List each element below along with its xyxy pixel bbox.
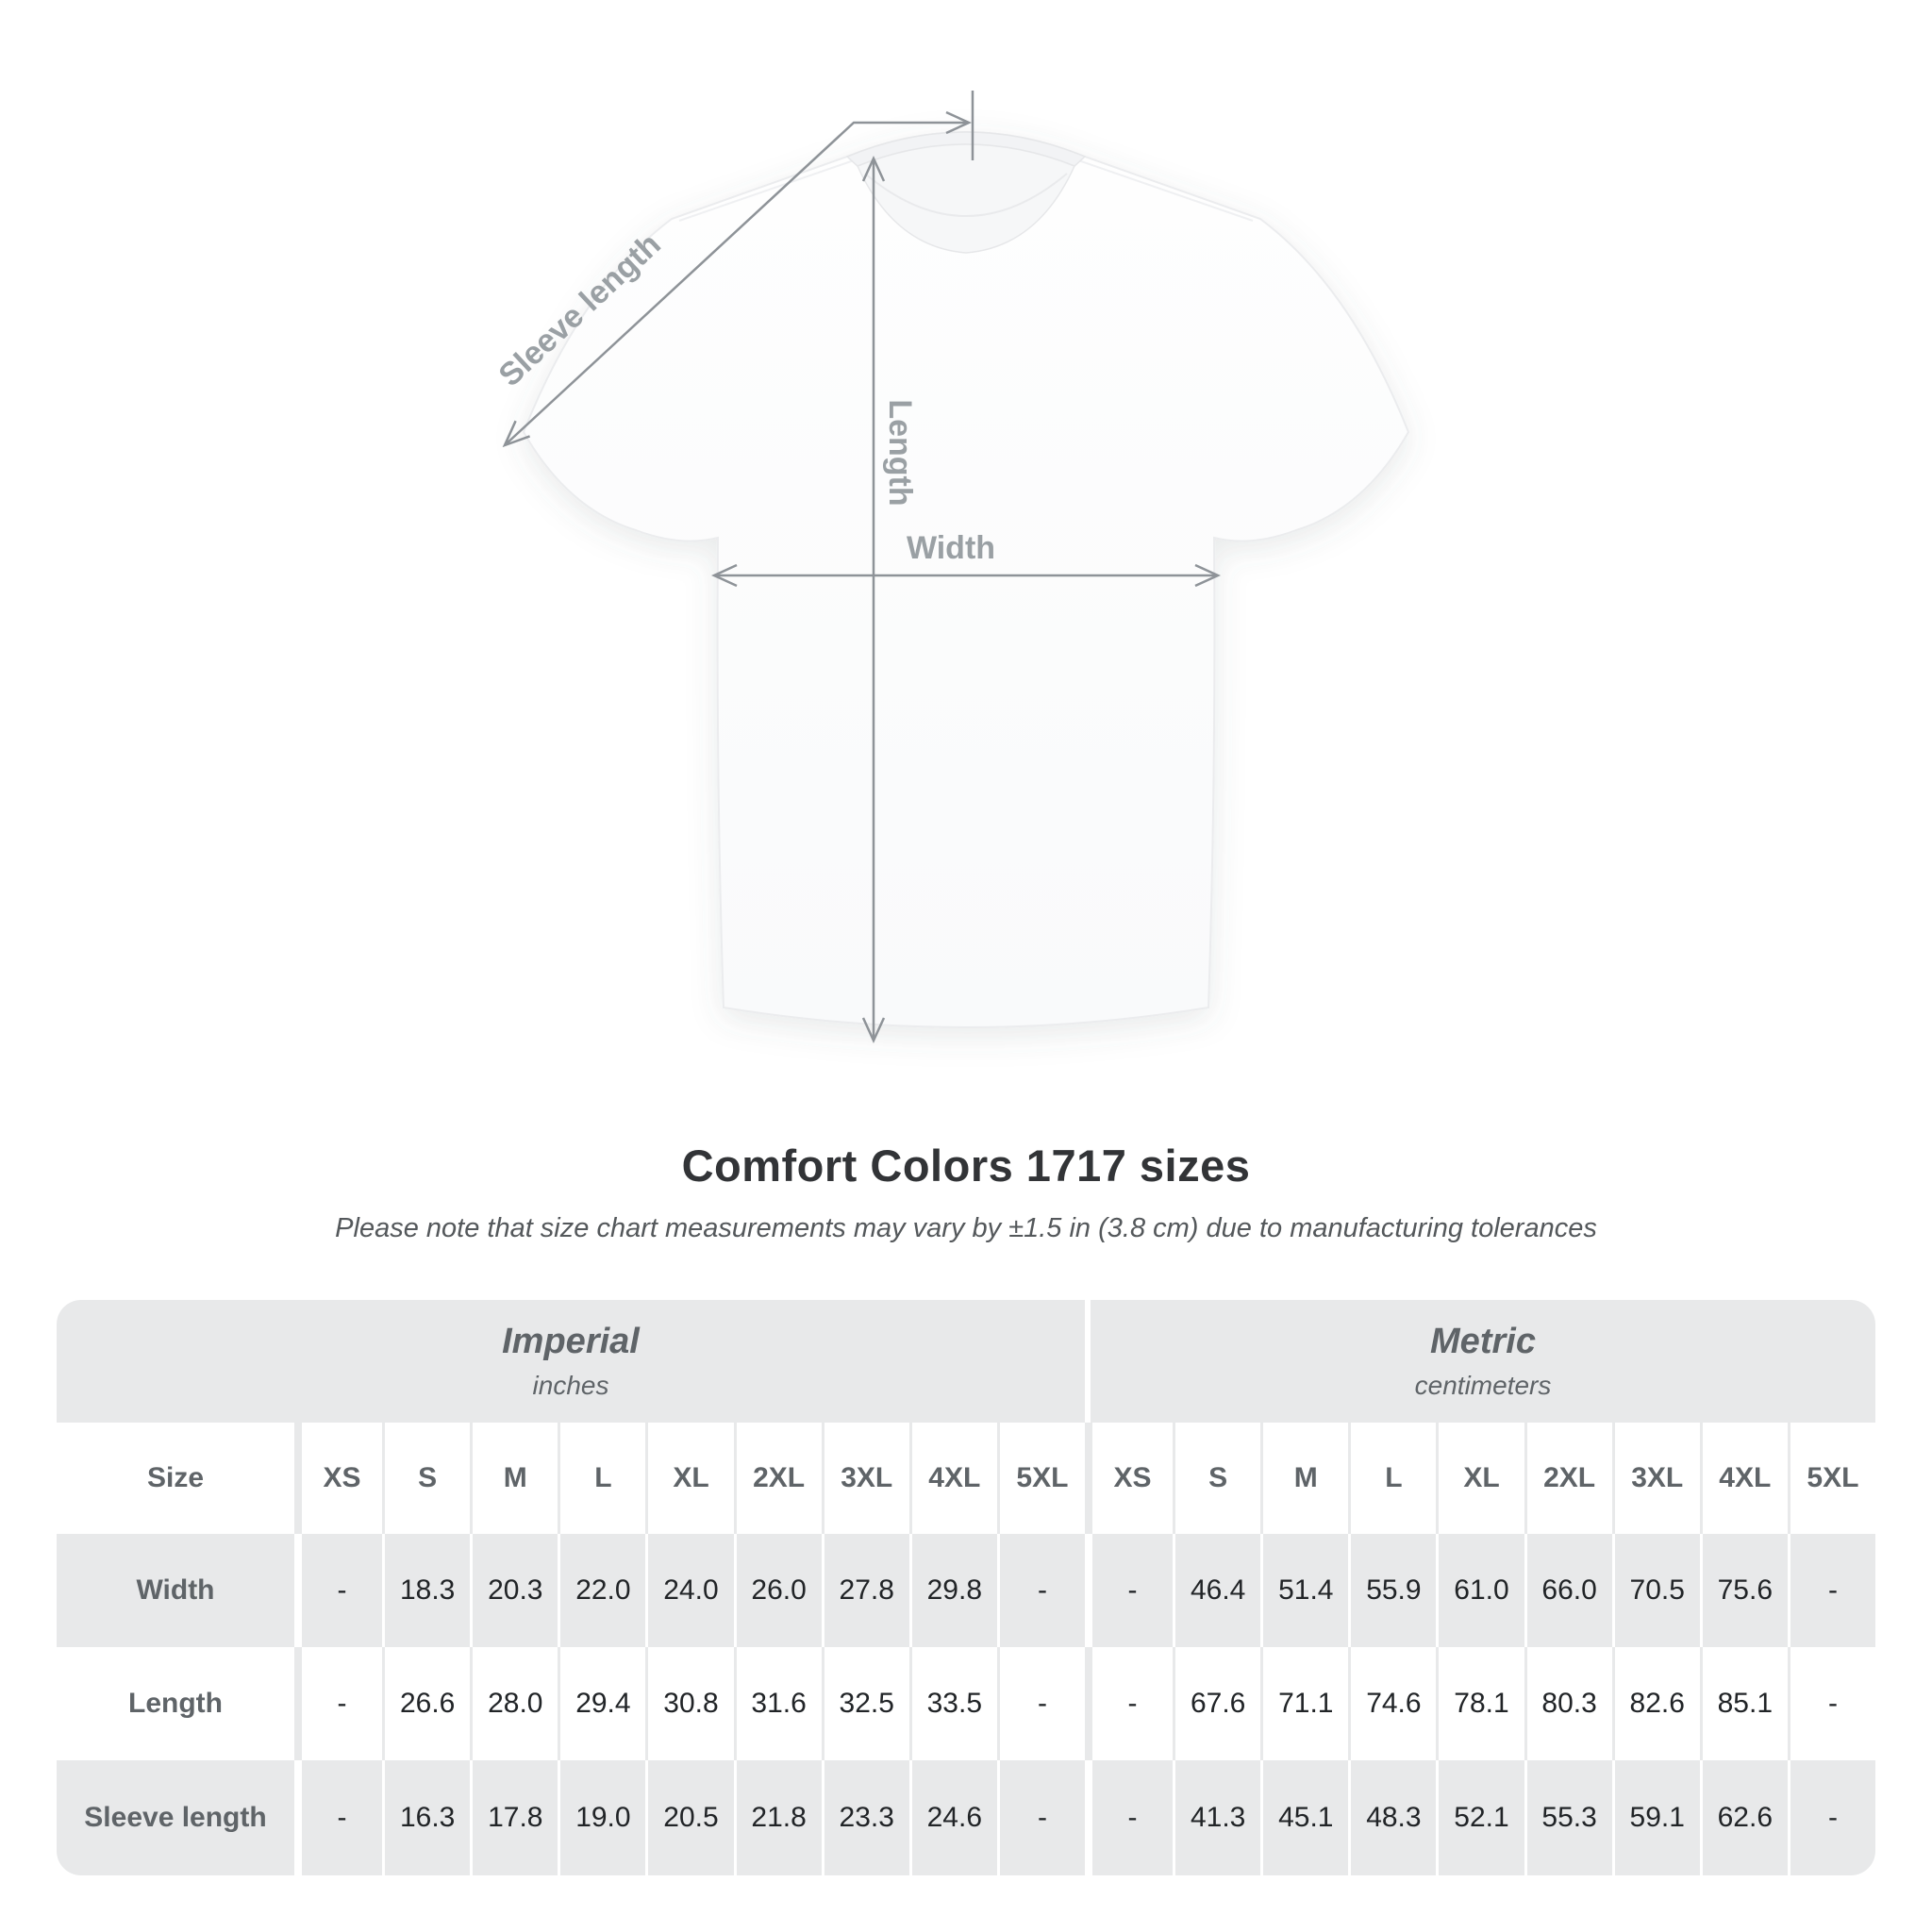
cell-length-imperial-m: 28.0 bbox=[470, 1647, 558, 1760]
row-label-width: Width bbox=[57, 1534, 294, 1647]
page-subtitle: Please note that size chart measurements may vary by ±1.5 in (3.8 cm) due to manufacturing tolerances bbox=[335, 1213, 1597, 1243]
metric-group-title: Metric bbox=[1430, 1322, 1536, 1361]
cell-length-metric-3xl: 82.6 bbox=[1612, 1647, 1700, 1760]
cell-length-metric-m: 71.1 bbox=[1260, 1647, 1348, 1760]
cell-width-imperial-2xl: 26.0 bbox=[734, 1534, 822, 1647]
size-header-metric-5xl: 5XL bbox=[1788, 1423, 1875, 1534]
sleeve-length-label: Sleeve length bbox=[491, 225, 668, 394]
cell-width-metric-xl: 61.0 bbox=[1436, 1534, 1524, 1647]
cell-length-imperial-xs: - bbox=[294, 1647, 382, 1760]
cell-length-metric-xl: 78.1 bbox=[1436, 1647, 1524, 1760]
unit-group-header-row bbox=[57, 1300, 1875, 1423]
table-row-length bbox=[57, 1647, 1875, 1760]
width-label: Width bbox=[906, 530, 996, 566]
cell-length-imperial-3xl: 32.5 bbox=[822, 1647, 909, 1760]
size-table bbox=[57, 1300, 1875, 1875]
cell-sleeve-length-imperial-2xl: 21.8 bbox=[734, 1760, 822, 1875]
size-header-metric-l: L bbox=[1348, 1423, 1436, 1534]
row-label-sleeve-length: Sleeve length bbox=[57, 1760, 294, 1875]
cell-width-imperial-xs: - bbox=[294, 1534, 382, 1647]
size-table-body bbox=[57, 1534, 1875, 1875]
size-header-imperial-xl: XL bbox=[645, 1423, 733, 1534]
cell-width-metric-xs: - bbox=[1085, 1534, 1173, 1647]
cell-width-metric-m: 51.4 bbox=[1260, 1534, 1348, 1647]
imperial-group-header bbox=[57, 1300, 1085, 1423]
cell-length-metric-xs: - bbox=[1085, 1647, 1173, 1760]
cell-width-imperial-3xl: 27.8 bbox=[822, 1534, 909, 1647]
table-row-sleeve-length bbox=[57, 1760, 1875, 1875]
cell-sleeve-length-imperial-xs: - bbox=[294, 1760, 382, 1875]
tshirt-graphic bbox=[524, 132, 1408, 1027]
cell-length-imperial-s: 26.6 bbox=[382, 1647, 470, 1760]
size-header-metric-4xl: 4XL bbox=[1700, 1423, 1788, 1534]
size-header-imperial-xs: XS bbox=[294, 1423, 382, 1534]
cell-width-imperial-s: 18.3 bbox=[382, 1534, 470, 1647]
cell-width-imperial-l: 22.0 bbox=[558, 1534, 645, 1647]
size-header-imperial-l: L bbox=[558, 1423, 645, 1534]
cell-length-metric-s: 67.6 bbox=[1173, 1647, 1260, 1760]
cell-sleeve-length-imperial-s: 16.3 bbox=[382, 1760, 470, 1875]
cell-width-imperial-m: 20.3 bbox=[470, 1534, 558, 1647]
cell-sleeve-length-metric-2xl: 55.3 bbox=[1524, 1760, 1612, 1875]
tshirt-body bbox=[524, 132, 1408, 1027]
cell-sleeve-length-imperial-l: 19.0 bbox=[558, 1760, 645, 1875]
page-title: Comfort Colors 1717 sizes bbox=[681, 1141, 1251, 1191]
imperial-group-title: Imperial bbox=[502, 1322, 640, 1361]
size-header-metric-xs: XS bbox=[1085, 1423, 1173, 1534]
cell-sleeve-length-imperial-3xl: 23.3 bbox=[822, 1760, 909, 1875]
cell-width-metric-4xl: 75.6 bbox=[1700, 1534, 1788, 1647]
cell-width-metric-2xl: 66.0 bbox=[1524, 1534, 1612, 1647]
cell-length-metric-4xl: 85.1 bbox=[1700, 1647, 1788, 1760]
cell-sleeve-length-imperial-m: 17.8 bbox=[470, 1760, 558, 1875]
cell-sleeve-length-imperial-xl: 20.5 bbox=[645, 1760, 733, 1875]
metric-group-header bbox=[1085, 1300, 1875, 1423]
cell-length-imperial-4xl: 33.5 bbox=[909, 1647, 997, 1760]
size-header-metric-2xl: 2XL bbox=[1524, 1423, 1612, 1534]
imperial-group-unit: inches bbox=[532, 1371, 609, 1400]
row-label-length: Length bbox=[57, 1647, 294, 1760]
metric-group-unit: centimeters bbox=[1414, 1371, 1552, 1400]
cell-width-imperial-xl: 24.0 bbox=[645, 1534, 733, 1647]
cell-length-imperial-5xl: - bbox=[997, 1647, 1085, 1760]
size-header-imperial-m: M bbox=[470, 1423, 558, 1534]
cell-sleeve-length-imperial-5xl: - bbox=[997, 1760, 1085, 1875]
cell-width-metric-3xl: 70.5 bbox=[1612, 1534, 1700, 1647]
cell-length-metric-l: 74.6 bbox=[1348, 1647, 1436, 1760]
size-header-imperial-s: S bbox=[382, 1423, 470, 1534]
cell-sleeve-length-metric-m: 45.1 bbox=[1260, 1760, 1348, 1875]
cell-length-metric-2xl: 80.3 bbox=[1524, 1647, 1612, 1760]
cell-length-imperial-2xl: 31.6 bbox=[734, 1647, 822, 1760]
table-row-width bbox=[57, 1534, 1875, 1647]
size-header-metric-3xl: 3XL bbox=[1612, 1423, 1700, 1534]
cell-sleeve-length-imperial-4xl: 24.6 bbox=[909, 1760, 997, 1875]
cell-width-metric-l: 55.9 bbox=[1348, 1534, 1436, 1647]
cell-sleeve-length-metric-s: 41.3 bbox=[1173, 1760, 1260, 1875]
length-label: Length bbox=[882, 399, 919, 507]
cell-sleeve-length-metric-xl: 52.1 bbox=[1436, 1760, 1524, 1875]
cell-width-metric-s: 46.4 bbox=[1173, 1534, 1260, 1647]
cell-sleeve-length-metric-l: 48.3 bbox=[1348, 1760, 1436, 1875]
size-header-metric-s: S bbox=[1173, 1423, 1260, 1534]
cell-width-metric-5xl: - bbox=[1788, 1534, 1875, 1647]
cell-length-imperial-xl: 30.8 bbox=[645, 1647, 733, 1760]
size-header-row bbox=[57, 1423, 1875, 1534]
cell-sleeve-length-metric-xs: - bbox=[1085, 1760, 1173, 1875]
size-header-metric-m: M bbox=[1260, 1423, 1348, 1534]
size-header-imperial-5xl: 5XL bbox=[997, 1423, 1085, 1534]
size-header-imperial-4xl: 4XL bbox=[909, 1423, 997, 1534]
cell-width-imperial-5xl: - bbox=[997, 1534, 1085, 1647]
cell-sleeve-length-metric-4xl: 62.6 bbox=[1700, 1760, 1788, 1875]
size-header-imperial-3xl: 3XL bbox=[822, 1423, 909, 1534]
cell-length-metric-5xl: - bbox=[1788, 1647, 1875, 1760]
size-header-metric-xl: XL bbox=[1436, 1423, 1524, 1534]
cell-sleeve-length-metric-3xl: 59.1 bbox=[1612, 1760, 1700, 1875]
cell-width-imperial-4xl: 29.8 bbox=[909, 1534, 997, 1647]
size-header-imperial-2xl: 2XL bbox=[734, 1423, 822, 1534]
cell-length-imperial-l: 29.4 bbox=[558, 1647, 645, 1760]
cell-sleeve-length-metric-5xl: - bbox=[1788, 1760, 1875, 1875]
size-column-header: Size bbox=[57, 1423, 294, 1534]
